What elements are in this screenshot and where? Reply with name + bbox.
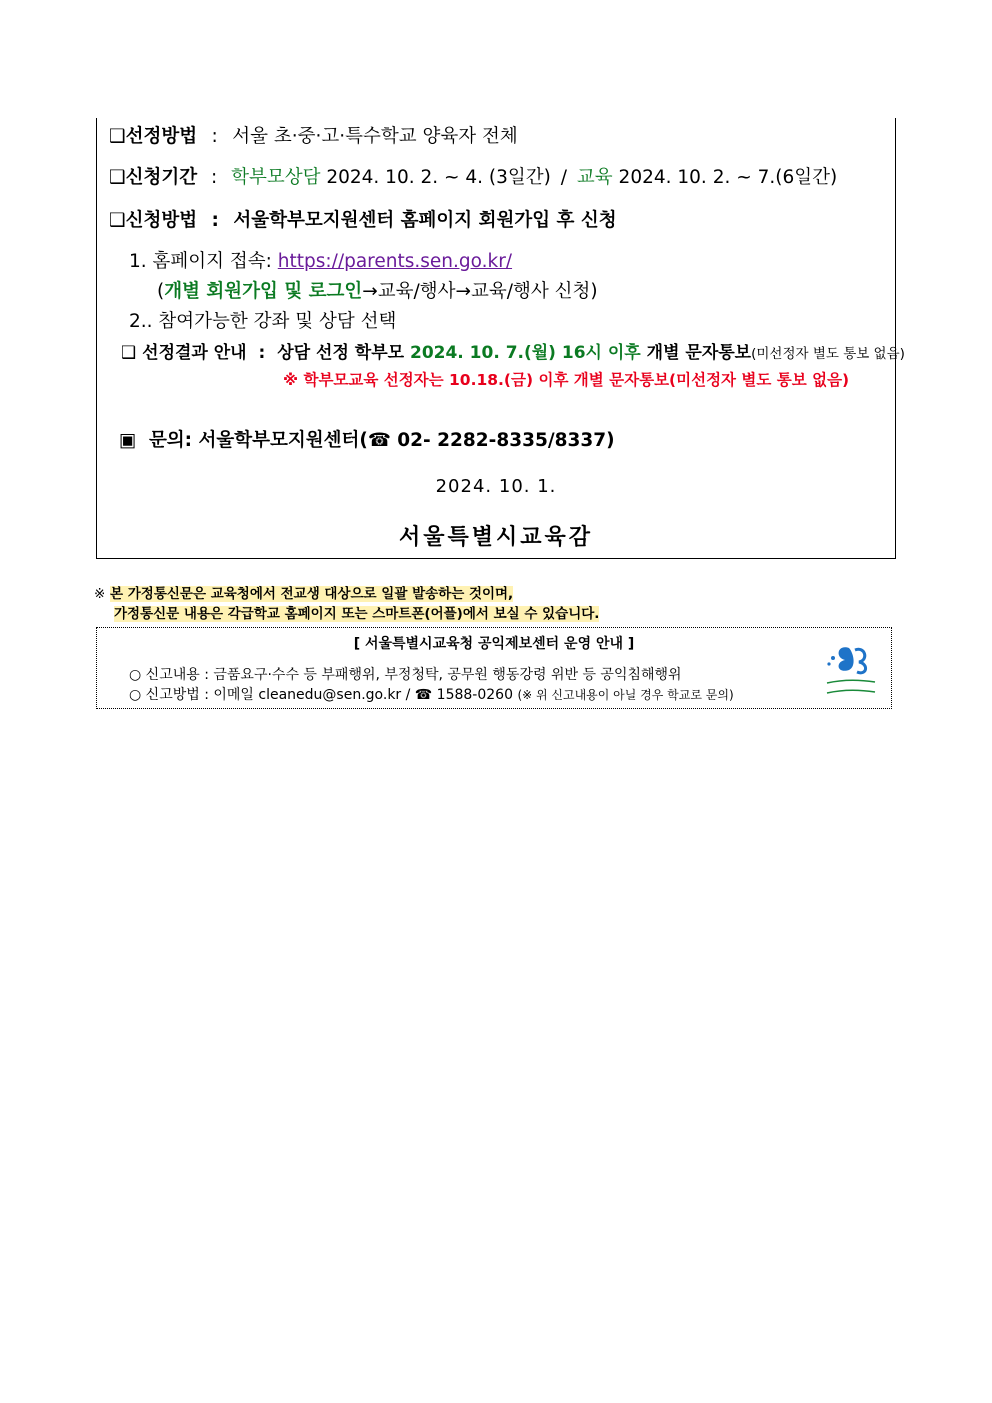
- step1-path: →교육/행사→교육/행사 신청): [362, 281, 598, 302]
- step2-text: 2.. 참여가능한 강좌 및 상담 선택: [129, 311, 397, 332]
- apply-method-sep: :: [211, 210, 219, 231]
- report-center-title: [ 서울특별시교육청 공익제보센터 운영 안내 ]: [353, 636, 635, 652]
- step2-row: [129, 307, 396, 333]
- step1-paren: (: [157, 281, 165, 302]
- signature: 서울특별시교육감: [398, 525, 594, 550]
- apply-period-date2: 2024. 10. 2. ~ 7.(6일간): [618, 167, 838, 188]
- result-text1: 상담 선정 학부모: [277, 343, 405, 363]
- step1-sub-row: [157, 277, 598, 303]
- result-text2: 개별 문자통보: [646, 343, 752, 363]
- apply-period-label: ❑신청기간: [109, 167, 198, 188]
- apply-period-row: [109, 163, 837, 189]
- result-date: 2024. 10. 7.(월) 16시 이후: [409, 343, 641, 363]
- footnote-text1: 본 가정통신문은 교육청에서 전교생 대상으로 일괄 발송하는 것이며,: [110, 586, 514, 602]
- signup-text: 개별 회원가입 및 로그인: [164, 281, 363, 302]
- result-small: (미선정자 별도 통보 없음): [751, 346, 905, 362]
- apply-period-term2: 교육: [576, 167, 613, 188]
- select-method-sep: :: [211, 126, 218, 147]
- footnote-line2: [114, 602, 599, 622]
- clean-education-logo: [819, 638, 883, 702]
- apply-period-term1: 학부모상담: [231, 167, 321, 188]
- report-line2-small: (※ 위 신고내용이 아닐 경우 학교로 문의): [517, 688, 734, 702]
- result-label: ❑ 선정결과 안내: [121, 343, 247, 363]
- select-method-row: [109, 122, 518, 148]
- notice-box: [96, 118, 905, 559]
- apply-method-label: ❑신청방법: [109, 210, 198, 231]
- result-sep: :: [258, 343, 266, 363]
- report-center-box: [96, 627, 892, 709]
- result-row: [121, 338, 905, 363]
- report-line2: [129, 684, 734, 704]
- footnote-line1: [94, 582, 513, 602]
- apply-method-row: [109, 206, 617, 232]
- apply-method-text: 서울학부모지원센터 홈페이지 회원가입 후 신청: [233, 210, 617, 231]
- notice-date: 2024. 10. 1.: [435, 476, 557, 497]
- contact-text: 문의: 서울학부모지원센터(☎ 02- 2282-8335/8337): [148, 430, 615, 451]
- contact-icon: ▣: [119, 430, 137, 451]
- step1-text: 1. 홈페이지 접속:: [129, 251, 272, 272]
- select-method-text: 서울 초·중·고·특수학교 양육자 전체: [232, 126, 518, 147]
- report-line1: ○ 신고내용 : 금품요구·수수 등 부패행위, 부정청탁, 공무원 행동강령 위반 등 공익침해행위: [129, 667, 682, 683]
- apply-period-date1: 2024. 10. 2. ~ 4. (3일간): [326, 167, 551, 188]
- footnote-mark: ※: [94, 586, 106, 602]
- homepage-link[interactable]: https://parents.sen.go.kr/: [277, 251, 513, 272]
- contact-row: [119, 426, 615, 452]
- apply-period-slash: /: [560, 167, 568, 188]
- edu-note: ※ 학부모교육 선정자는 10.18.(금) 이후 개별 문자통보(미선정자 별도 통보 없음): [283, 371, 850, 389]
- footnote-text2: 가정통신문 내용은 각급학교 홈페이지 또는 스마트폰(어플)에서 보실 수 있습니다.: [114, 606, 600, 622]
- apply-period-sep: :: [210, 167, 218, 188]
- select-method-label: ❑선정방법: [109, 126, 198, 147]
- step1-row: [129, 247, 512, 273]
- report-line2-main: ○ 신고방법 : 이메일 cleanedu@sen.go.kr / ☎ 1588-0260: [129, 687, 513, 703]
